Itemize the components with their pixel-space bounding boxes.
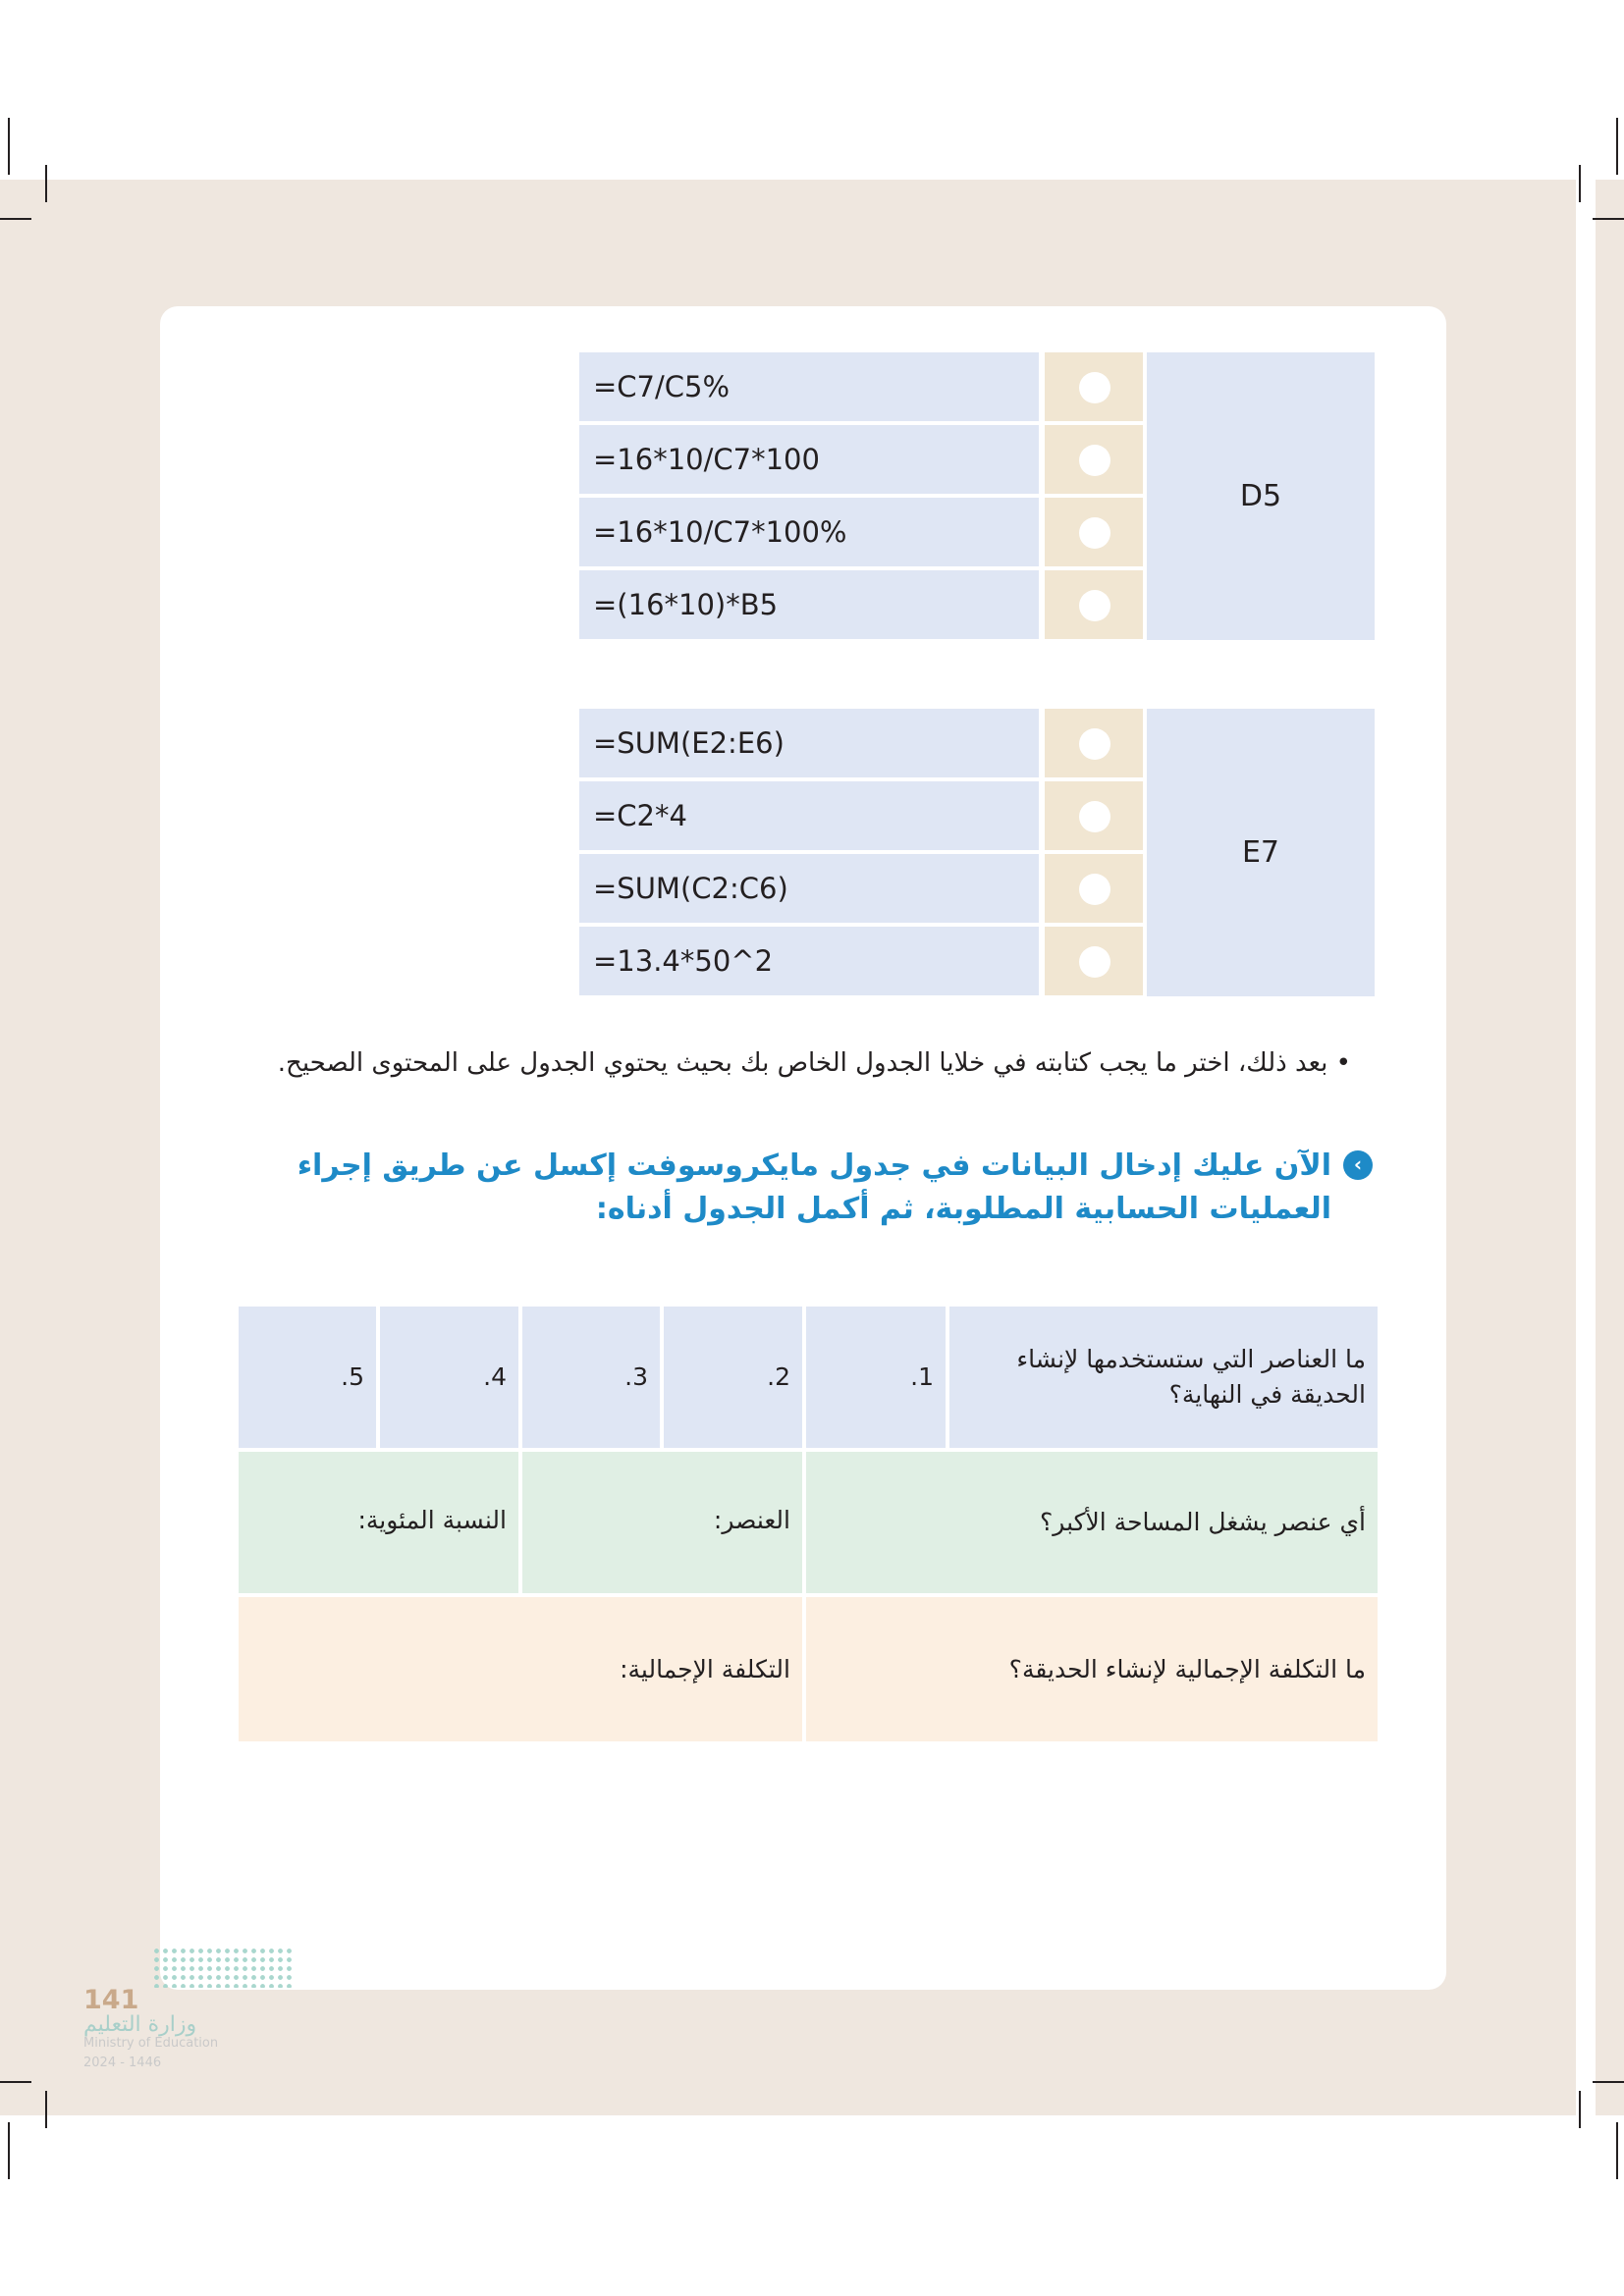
largest-element-field[interactable]: العنصر: [522, 1452, 802, 1593]
crop-mark [1616, 2122, 1618, 2179]
question-e7-label: E7 [1147, 709, 1375, 996]
radio-cell [1045, 570, 1143, 639]
radio-cell [1045, 854, 1143, 923]
total-cost-field[interactable]: التكلفة الإجمالية: [239, 1597, 802, 1741]
ministry-logo-dots [152, 1947, 295, 1988]
radio-cell [1045, 352, 1143, 421]
crop-mark [8, 118, 10, 175]
radio-cell [1045, 781, 1143, 850]
radio-e7-3[interactable] [1079, 874, 1110, 905]
radio-cell [1045, 709, 1143, 777]
chevron-left-icon: ‹ [1343, 1150, 1373, 1180]
crop-mark [8, 2122, 10, 2179]
crop-mark [1593, 218, 1624, 220]
radio-d5-4[interactable] [1079, 590, 1110, 621]
element-slot-3[interactable]: 3. [522, 1307, 660, 1448]
crop-mark [1579, 2091, 1581, 2128]
crop-mark [1593, 2081, 1624, 2083]
edition-year: 2024 - 1446 [83, 2056, 162, 2070]
ministry-name-en: Ministry of Education [83, 2036, 219, 2051]
option-e7-2: =C2*4 [579, 781, 1039, 850]
ministry-name-ar: وزارة التعليم [83, 2012, 197, 2037]
crop-mark [45, 2091, 47, 2128]
page-margin-strip [1576, 180, 1596, 2115]
element-slot-2[interactable]: 2. [664, 1307, 802, 1448]
crop-mark [1579, 165, 1581, 202]
crop-mark [0, 218, 31, 220]
percentage-field[interactable]: النسبة المئوية: [239, 1452, 518, 1593]
radio-d5-1[interactable] [1079, 372, 1110, 403]
radio-e7-1[interactable] [1079, 728, 1110, 760]
task-heading: الآن عليك إدخال البيانات في جدول مايكروسوفت إكسل عن طريق إجراء العمليات الحسابية المطلوبة، ثم أكمل الجدول أدناه: [297, 1148, 1331, 1226]
question-d5-label: D5 [1147, 352, 1375, 640]
radio-d5-2[interactable] [1079, 445, 1110, 476]
element-slot-5[interactable]: 5. [239, 1307, 376, 1448]
question-e7-table [579, 709, 1375, 996]
row3-question: ما التكلفة الإجمالية لإنشاء الحديقة؟ [806, 1597, 1378, 1741]
radio-cell [1045, 927, 1143, 995]
option-d5-2: =16*10/C7*100 [579, 425, 1039, 494]
row1-question: ما العناصر التي ستستخدمها لإنشاء الحديقة في النهاية؟ [949, 1307, 1378, 1448]
option-d5-4: =(16*10)*B5 [579, 570, 1039, 639]
instruction-text: • بعد ذلك، اختر ما يجب كتابته في خلايا الجدول الخاص بك بحيث يحتوي الجدول على المحتوى الصحيح. [277, 1048, 1351, 1078]
option-d5-3: =16*10/C7*100% [579, 498, 1039, 566]
option-e7-1: =SUM(E2:E6) [579, 709, 1039, 777]
option-e7-3: =SUM(C2:C6) [579, 854, 1039, 923]
radio-cell [1045, 425, 1143, 494]
radio-e7-4[interactable] [1079, 946, 1110, 978]
option-d5-1: =C7/C5% [579, 352, 1039, 421]
radio-e7-2[interactable] [1079, 801, 1110, 832]
radio-cell [1045, 498, 1143, 566]
crop-mark [1616, 118, 1618, 175]
option-e7-4: =13.4*50^2 [579, 927, 1039, 995]
row2-question: أي عنصر يشغل المساحة الأكبر؟ [806, 1452, 1378, 1593]
crop-mark [45, 165, 47, 202]
element-slot-4[interactable]: 4. [380, 1307, 518, 1448]
crop-mark [0, 2081, 31, 2083]
page-number: 141 [83, 1985, 139, 2015]
question-d5-table [579, 352, 1375, 640]
element-slot-1[interactable]: 1. [806, 1307, 946, 1448]
radio-d5-3[interactable] [1079, 517, 1110, 549]
